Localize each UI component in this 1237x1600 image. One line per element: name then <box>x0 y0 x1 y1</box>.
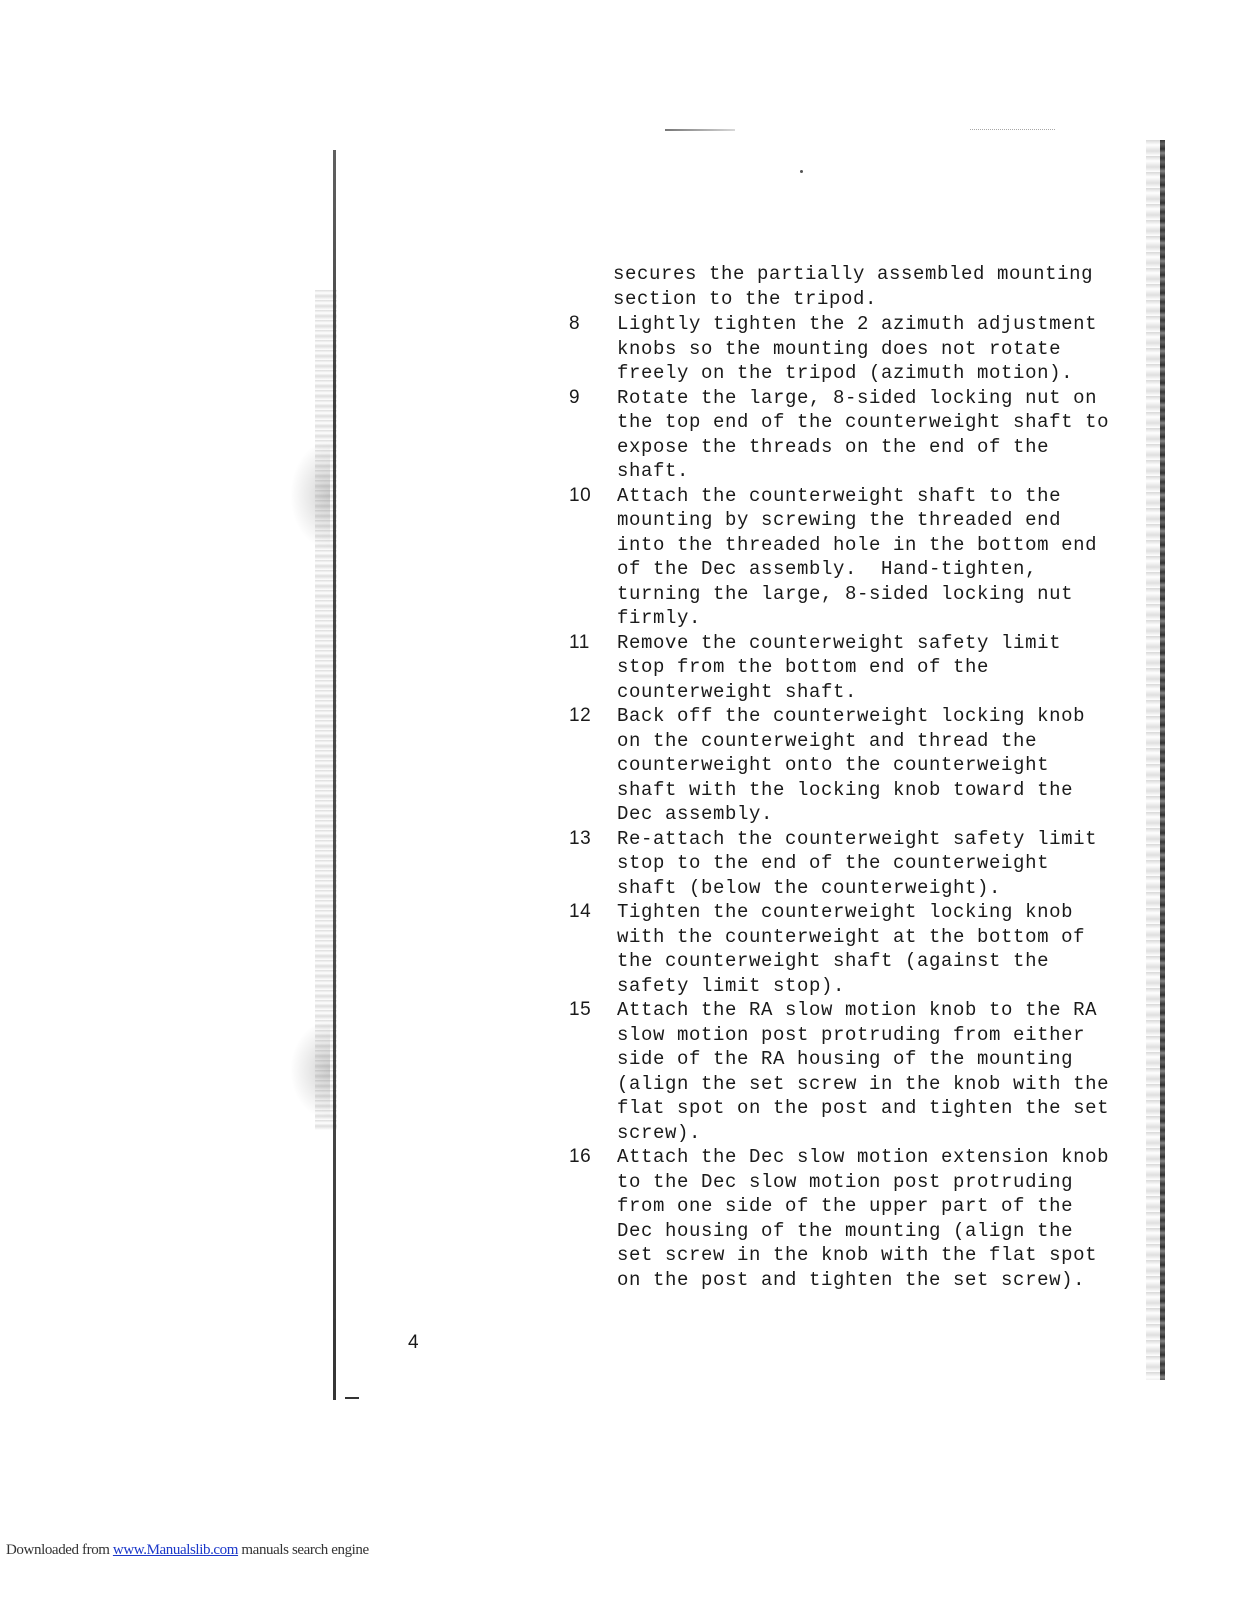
step-text: Attach the RA slow motion knob to the RA slow motion post protruding from either side of the RA housing of the mounting (align the set screw in the knob with the flat spot on the post and tighten the set screw). <box>617 999 1110 1144</box>
scan-artifact-left-shadow <box>290 440 330 550</box>
binding-edge-right <box>1160 140 1165 1380</box>
step-text: Remove the counterweight safety limit stop from the bottom end of the counterweight shaft. <box>617 631 1062 703</box>
step-number: 11 <box>569 631 590 653</box>
step-item <box>565 998 1145 1145</box>
step-item <box>565 900 1145 998</box>
manualslib-link[interactable]: www.Manualslib.com <box>112 1542 239 1558</box>
download-footer <box>6 1542 369 1559</box>
step-item <box>565 312 1145 386</box>
scan-artifact-tick <box>345 1397 359 1399</box>
step-item <box>565 631 1145 705</box>
step-number: 15 <box>569 999 592 1020</box>
step-number: 10 <box>569 484 592 506</box>
instruction-list <box>565 262 1145 1292</box>
step-text: Tighten the counterweight locking knob with the counterweight at the bottom of the counterweight shaft (against the safety limit stop). <box>617 901 1086 997</box>
step-text: Rotate the large, 8-sided locking nut on the top end of the counterweight shaft to expose the threads on the end of the shaft. <box>617 386 1110 482</box>
continued-paragraph: secures the partially assembled mounting section to the tripod. <box>613 263 1094 310</box>
scan-artifact-top-dots <box>970 129 1055 131</box>
step-item <box>565 704 1145 827</box>
step-number: 9 <box>569 386 581 408</box>
step-item <box>565 484 1145 631</box>
step-text: Attach the Dec slow motion extension knob to the Dec slow motion post protruding from one side of the upper part of the Dec housing of the mounting (align the set screw in the knob with the flat spot on the post and tighten the set screw). <box>617 1146 1110 1291</box>
scan-artifact-left-shadow-lower <box>290 1020 330 1120</box>
step-text: Attach the counterweight shaft to the mounting by screwing the threaded end into the threaded hole in the bottom end of the Dec assembly. Hand-tighten, turning the large, 8-sided locking nut firmly. <box>617 484 1098 629</box>
step-number: 8 <box>569 313 581 334</box>
footer-prefix: Downloaded from <box>6 1542 113 1558</box>
footer-suffix: manuals search engine <box>238 1542 369 1558</box>
step-item <box>565 386 1145 484</box>
step-number: 16 <box>569 1146 592 1167</box>
scan-artifact-dot <box>800 170 803 173</box>
step-item <box>565 1145 1145 1292</box>
step-text: Lightly tighten the 2 azimuth adjustment knobs so the mounting does not rotate freely on the tripod (azimuth motion). <box>617 313 1098 384</box>
binding-edge-left <box>333 150 336 1400</box>
step-number: 13 <box>569 827 592 849</box>
scan-artifact-top-smudge <box>665 129 735 131</box>
page-number: 4 <box>408 1332 419 1353</box>
step-number: 14 <box>569 901 592 922</box>
step-text: Back off the counterweight locking knob on the counterweight and thread the counterweight onto the counterweight shaft with the locking knob toward the Dec assembly. <box>617 705 1086 825</box>
step-text: Re-attach the counterweight safety limit stop to the end of the counterweight shaft (below the counterweight). <box>617 827 1098 899</box>
step-number: 12 <box>569 705 592 726</box>
step-item <box>565 827 1145 901</box>
